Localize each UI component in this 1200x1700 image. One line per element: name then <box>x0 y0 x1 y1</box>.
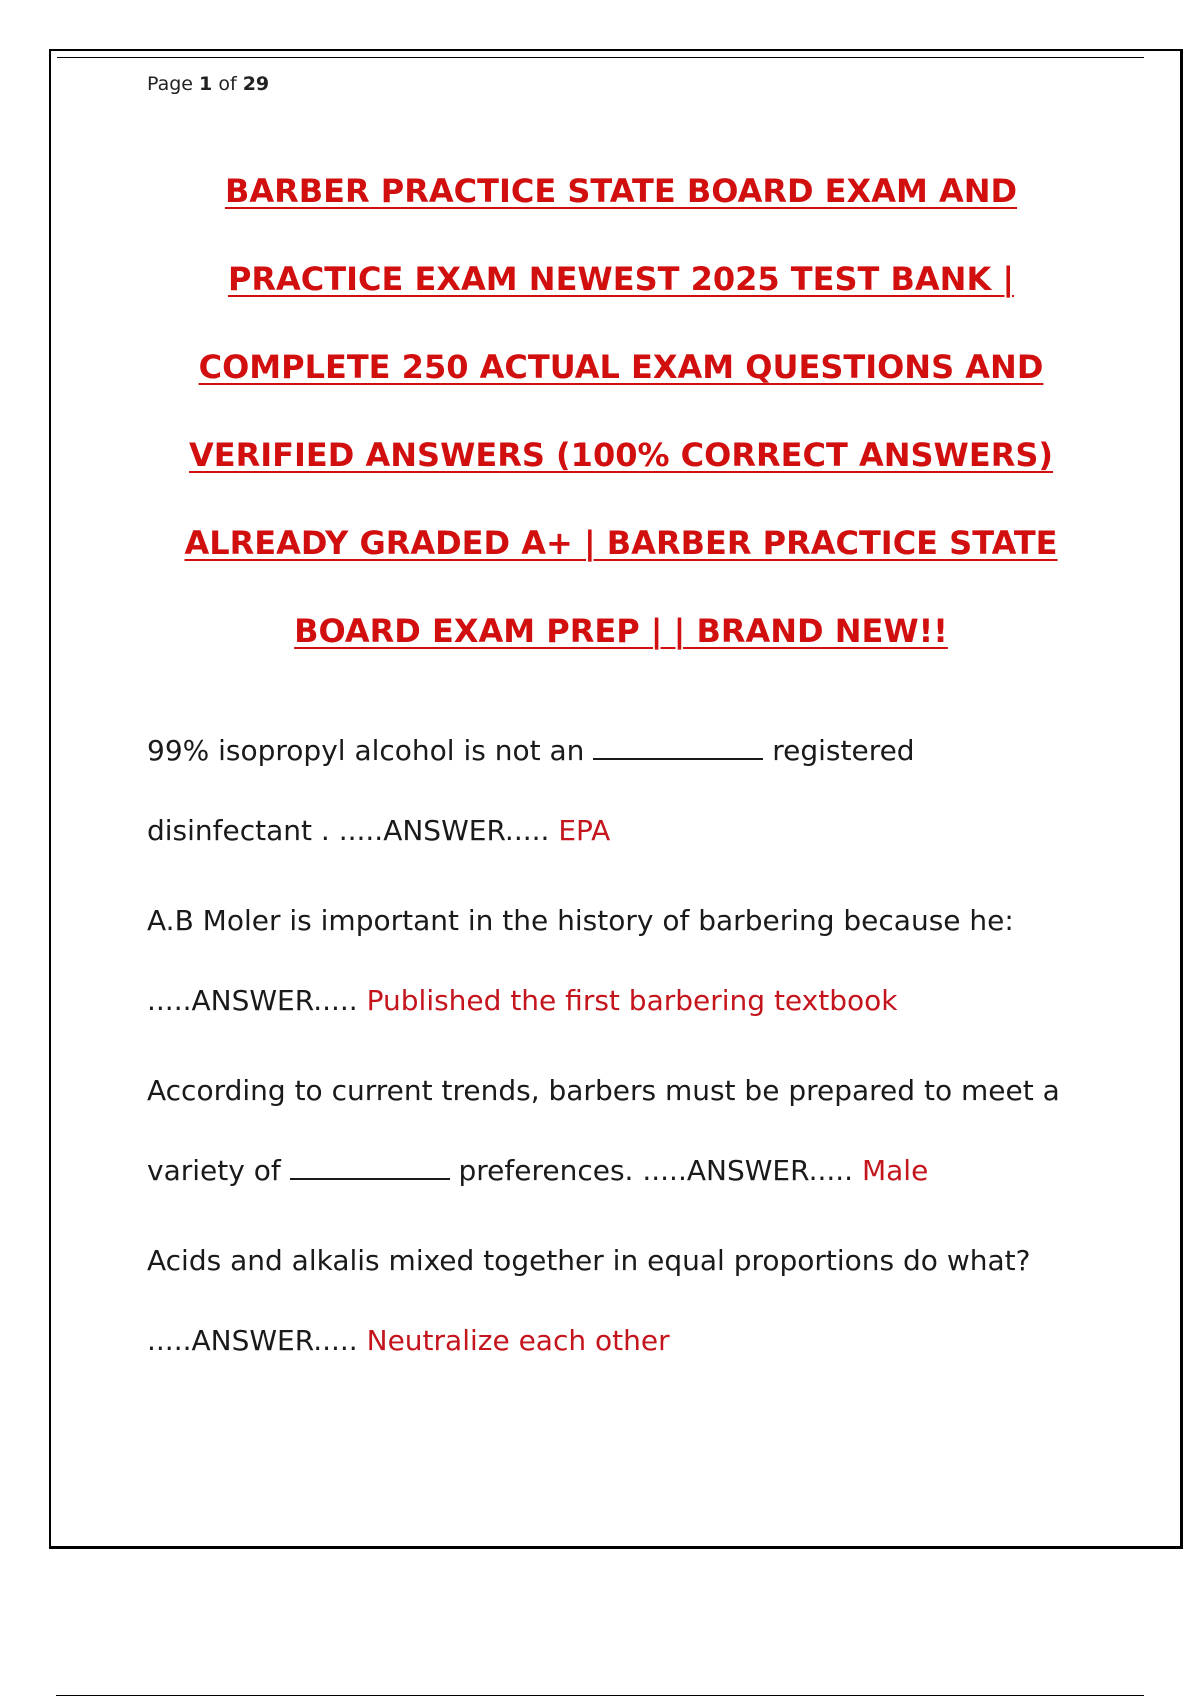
title-line: VERIFIED ANSWERS (100% CORRECT ANSWERS) <box>188 436 1054 474</box>
fill-in-blank <box>290 1152 450 1180</box>
title-line: COMPLETE 250 ACTUAL EXAM QUESTIONS AND <box>198 348 1044 386</box>
question-text: A.B Moler is important in the history of barbering because he: <box>147 904 1014 937</box>
title-line: PRACTICE EXAM NEWEST 2025 TEST BANK | <box>227 260 1015 298</box>
page-number <box>147 73 269 95</box>
title-line: ALREADY GRADED A+ | BARBER PRACTICE STATE <box>184 524 1058 562</box>
page-current: 1 <box>199 73 213 95</box>
answer-text: EPA <box>558 814 611 847</box>
question-item <box>147 711 1137 871</box>
page-label: Page <box>147 73 193 95</box>
question-item <box>147 1221 1137 1381</box>
question-list <box>147 711 1137 1391</box>
title-line: BARBER PRACTICE STATE BOARD EXAM AND <box>224 172 1018 210</box>
question-text: variety of preferences. .....ANSWER..... Male <box>147 1154 929 1187</box>
question-item <box>147 1051 1137 1211</box>
page-of-label: of <box>218 73 237 95</box>
question-text: 99% isopropyl alcohol is not an registered <box>147 734 915 767</box>
fill-in-blank <box>593 732 763 760</box>
question-text: According to current trends, barbers must be prepared to meet a <box>147 1074 1060 1107</box>
answer-text: Published the first barbering textbook <box>366 984 898 1017</box>
document-title <box>121 147 1121 675</box>
question-text: .....ANSWER..... Neutralize each other <box>147 1324 670 1357</box>
question-text: .....ANSWER..... Published the first barbering textbook <box>147 984 898 1017</box>
question-item <box>147 881 1137 1041</box>
page-total: 29 <box>242 73 270 95</box>
question-text: disinfectant . .....ANSWER..... EPA <box>147 814 611 847</box>
next-page-rule <box>56 1695 1144 1696</box>
question-text: Acids and alkalis mixed together in equal proportions do what? <box>147 1244 1031 1277</box>
page-frame <box>49 49 1183 1549</box>
answer-text: Neutralize each other <box>366 1324 670 1357</box>
header-rule <box>57 57 1144 58</box>
title-line: BOARD EXAM PREP | | BRAND NEW!! <box>294 612 948 650</box>
answer-text: Male <box>861 1154 929 1187</box>
